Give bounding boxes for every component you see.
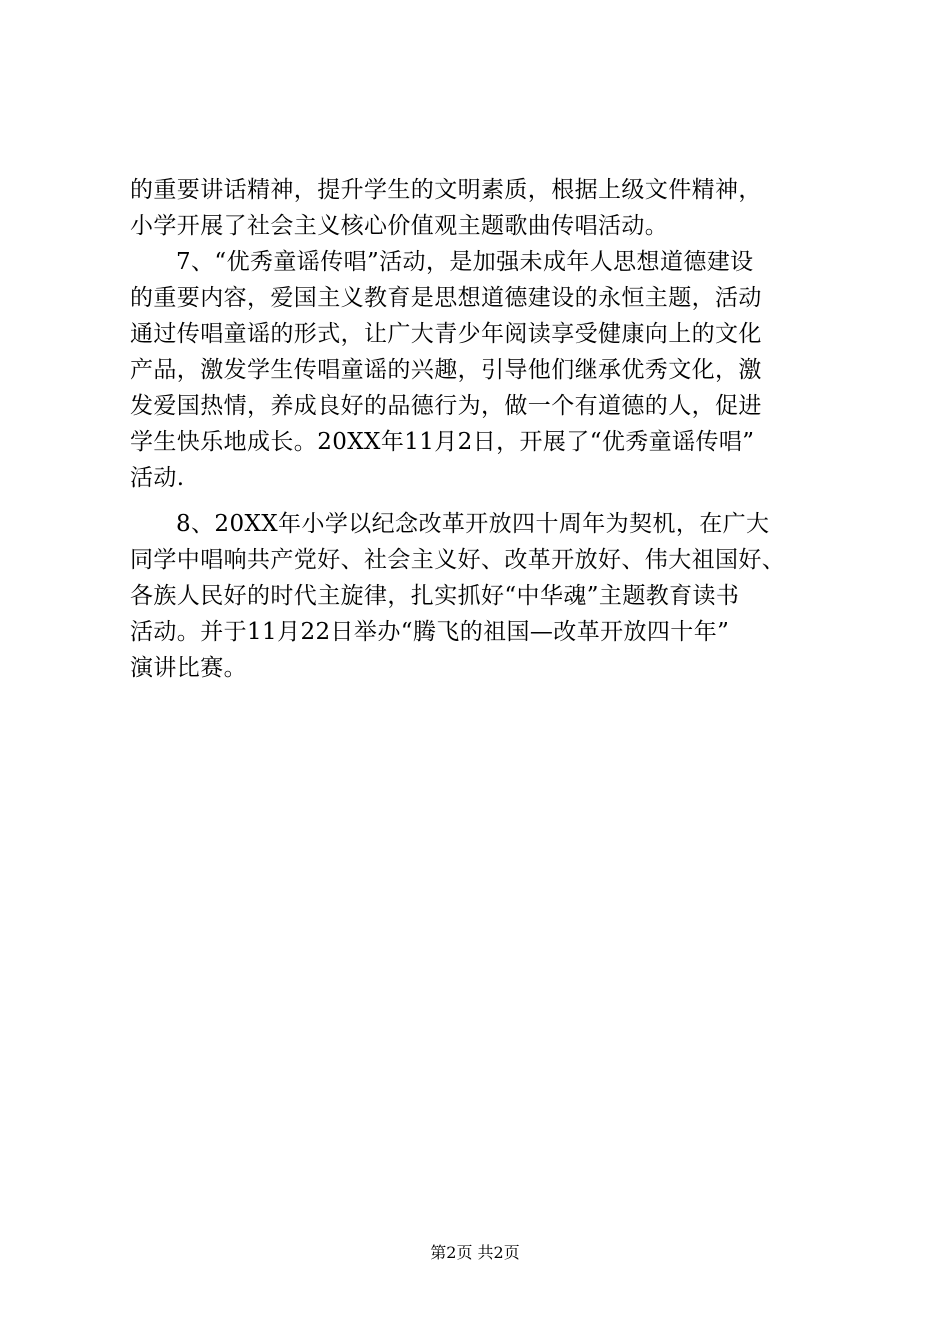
body-line-8: 学生快乐地成长。20XX年11月2日，开展了“优秀童谣传唱” <box>130 429 755 455</box>
body-line-4: 的重要内容，爱国主义教育是思想道德建设的永恒主题，活动 <box>130 285 762 311</box>
body-line-2: 小学开展了社会主义核心价值观主题歌曲传唱活动。 <box>130 213 669 239</box>
body-line-1: 的重要讲话精神，提升学生的文明素质，根据上级文件精神， <box>130 177 762 203</box>
body-line-13: 活动。并于11月22日举办“腾飞的祖国—改革开放四十年” <box>130 619 730 645</box>
paragraph-7-start: 7、“优秀童谣传唱”活动，是加强未成年人思想道德建设 <box>176 249 754 275</box>
page-number-footer: 第2页 共2页 <box>430 1243 520 1262</box>
body-line-6: 产品，激发学生传唱童谣的兴趣，引导他们继承优秀文化，激 <box>130 357 762 383</box>
body-line-5: 通过传唱童谣的形式，让广大青少年阅读享受健康向上的文化 <box>130 321 762 347</box>
body-line-7: 发爱国热情，养成良好的品德行为，做一个有道德的人，促进 <box>130 393 762 419</box>
paragraph-8-start: 8、20XX年小学以纪念改革开放四十周年为契机，在广大 <box>176 511 770 537</box>
body-line-11: 同学中唱响共产党好、社会主义好、改革开放好、伟大祖国好、 <box>130 547 786 573</box>
body-line-12: 各族人民好的时代主旋律，扎实抓好“中华魂”主题教育读书 <box>130 583 740 609</box>
body-line-9: 活动. <box>130 465 185 491</box>
body-line-14: 演讲比赛。 <box>130 655 247 681</box>
